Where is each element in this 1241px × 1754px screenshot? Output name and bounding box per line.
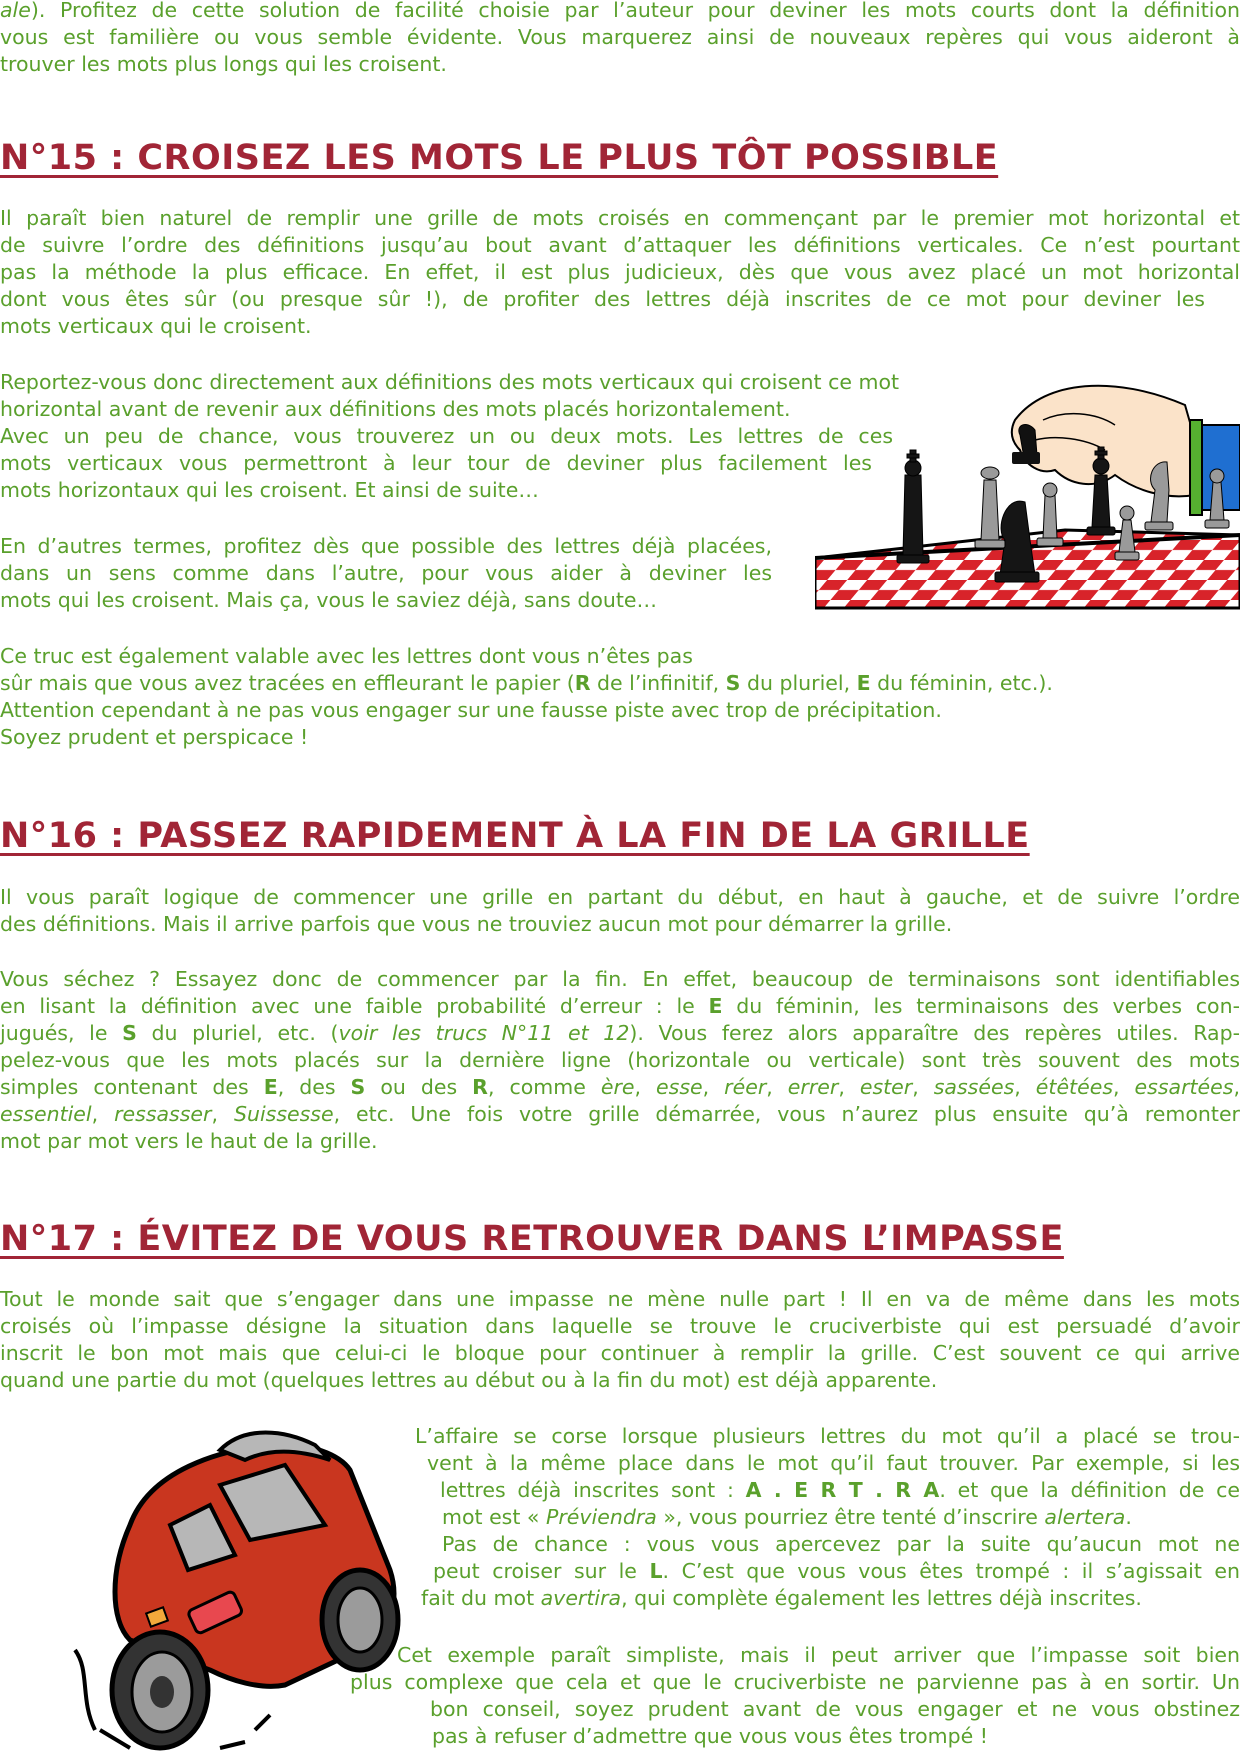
s17-p1-line: Tout le monde sait que s’engager dans une impasse ne mène nulle part ! Il en va de même dans les mots (0, 1287, 1240, 1311)
section-17-title: N°17 : ÉVITEZ DE VOUS RETROUVER DANS L’IMPASSE (0, 1219, 1064, 1259)
s16-p2-line: jugués, le S du pluriel, etc. (voir les trucs N°11 et 12). Vous ferez alors apparaître des repères utiles. Rap- (0, 1021, 1241, 1045)
s15-p3-line: dans un sens comme dans l’autre, pour vous aider à deviner les (0, 561, 772, 585)
s17-p2-line: mot est « Préviendra », vous pourriez être tenté d’inscrire alertera. (442, 1505, 1132, 1529)
s15-p1-line: Il paraît bien naturel de remplir une grille de mots croisés en commençant par le premier mot horizontal et (0, 206, 1240, 230)
s16-p2-line: en lisant la définition avec une faible probabilité d’erreur : le E du féminin, les terminaisons des verbes con- (0, 994, 1240, 1018)
section-16-title: N°16 : PASSEZ RAPIDEMENT À LA FIN DE LA GRILLE (0, 816, 1030, 856)
s15-p4-line: Soyez prudent et perspicace ! (0, 725, 309, 749)
s15-p3-line: En d’autres termes, profitez dès que possible des lettres déjà placées, (0, 534, 772, 558)
s17-p3-line: bon conseil, soyez prudent avant de vous engager et ne vous obstinez (430, 1697, 1240, 1721)
s15-p2-line: mots horizontaux qui les croisent. Et ainsi de suite… (0, 478, 539, 502)
s17-p2-line: L’affaire se corse lorsque plusieurs lettres du mot qu’il a placé se trou- (415, 1424, 1240, 1448)
s15-p4-line: Attention cependant à ne pas vous engager sur une fausse piste avec trop de précipitation. (0, 698, 942, 722)
s17-p3-line: plus complexe que cela et que le cruciverbiste ne parvienne pas à en sortir. Un (350, 1670, 1240, 1694)
s16-p1-line: Il vous paraît logique de commencer une grille en partant du début, en haut à gauche, et de suivre l’ordre (0, 885, 1240, 909)
s16-p2-line: mot par mot vers le haut de la grille. (0, 1129, 378, 1153)
s16-p1-line: des définitions. Mais il arrive parfois que vous ne trouviez aucun mot pour démarrer la grille. (0, 912, 953, 936)
intro-line-1-text: ). Profitez de cette solution de facilité choisie par l’auteur pour deviner les mots courts dont la définition (30, 0, 1240, 22)
s15-p2-line: mots verticaux vous permettront à leur tour de deviner plus facilement les (0, 451, 872, 475)
s17-p1-line: inscrit le bon mot mais que celui-ci le bloque pour continuer à remplir la grille. C’est souvent ce qui arrive (0, 1341, 1240, 1365)
intro-line-1 (0, 0, 1240, 25)
s17-p3-line: Cet exemple paraît simpliste, mais il peut arriver que l’impasse soit bien (397, 1643, 1240, 1667)
intro-line-3: trouver les mots plus longs qui les croisent. (0, 52, 447, 76)
s17-p2-line: vent à la même place dans le mot qu’il faut trouver. Par exemple, si les (427, 1451, 1240, 1475)
s17-p1-line: croisés où l’impasse désigne la situation dans laquelle se trouve le cruciverbiste qui est persuadé d’avoir (0, 1314, 1240, 1338)
s17-p1-line: quand une partie du mot (quelques lettres au début ou à la fin du mot) est déjà apparente. (0, 1368, 938, 1392)
s16-p2-line: Vous séchez ? Essayez donc de commencer par la fin. En effet, beaucoup de terminaisons sont identifiables (0, 967, 1240, 991)
section-15-title: N°15 : CROISEZ LES MOTS LE PLUS TÔT POSSIBLE (0, 138, 999, 178)
s17-p2-line: lettres déjà inscrites sont : A . E R T . R A. et que la définition de ce (440, 1478, 1241, 1502)
s17-p3-line: pas à refuser d’admettre que vous vous êtes trompé ! (432, 1724, 988, 1748)
chess-hand-illustration (815, 380, 1240, 612)
s15-p1-line: dont vous êtes sûr (ou presque sûr !), de profiter des lettres déjà inscrites de ce mot pour deviner les (0, 287, 1205, 311)
s17-p2-line: fait du mot avertira, qui complète également les lettres déjà inscrites. (421, 1586, 1142, 1610)
s15-p2-line: horizontal avant de revenir aux définitions des mots placés horizontalement. (0, 397, 791, 421)
s15-p1-line: pas la méthode la plus efficace. En effet, il est plus judicieux, dès que vous avez placé un mot horizontal (0, 260, 1240, 284)
intro-italic: ale (0, 0, 31, 22)
s15-p1-line: de suivre l’ordre des définitions jusqu’au bout avant d’attaquer les définitions verticales. Ce n’est pourtant (0, 233, 1240, 257)
s15-p2-line: Avec un peu de chance, vous trouverez un ou deux mots. Les lettres de ces (0, 424, 893, 448)
s16-p2-line: pelez-vous que les mots placés sur la dernière ligne (horizontale ou verticale) sont très souvent des mots (0, 1048, 1240, 1072)
s15-p4-line: sûr mais que vous avez tracées en effleurant le papier (R de l’infinitif, S du pluriel, E du féminin, etc.). (0, 671, 1053, 695)
crashing-car-illustration (70, 1430, 405, 1752)
s15-p4-line: Ce truc est également valable avec les lettres dont vous n’êtes pas (0, 644, 693, 668)
s16-p2-line: simples contenant des E, des S ou des R, comme ère, esse, réer, errer, ester, sassées, étêtées, essartées, (0, 1075, 1240, 1099)
intro-line-2 (0, 24, 1240, 52)
s17-p2-line: Pas de chance : vous vous apercevez par la suite qu’aucun mot ne (442, 1532, 1240, 1556)
s15-p3-line: mots qui les croisent. Mais ça, vous le saviez déjà, sans doute… (0, 588, 658, 612)
s15-p2-line: Reportez-vous donc directement aux définitions des mots verticaux qui croisent ce mot (0, 370, 900, 394)
intro-line-2-text: vous est familière ou vous semble évidente. Vous marquerez ainsi de nouveaux repères qui vous aideront à (0, 25, 1240, 49)
s15-p1-line: mots verticaux qui le croisent. (0, 314, 312, 338)
s16-p2-line: essentiel, ressasser, Suissesse, etc. Une fois votre grille démarrée, vous n’aurez plus ensuite qu’à remonter (0, 1102, 1240, 1126)
s17-p2-line: peut croiser sur le L. C’est que vous vous êtes trompé : il s’agissait en (433, 1559, 1241, 1583)
